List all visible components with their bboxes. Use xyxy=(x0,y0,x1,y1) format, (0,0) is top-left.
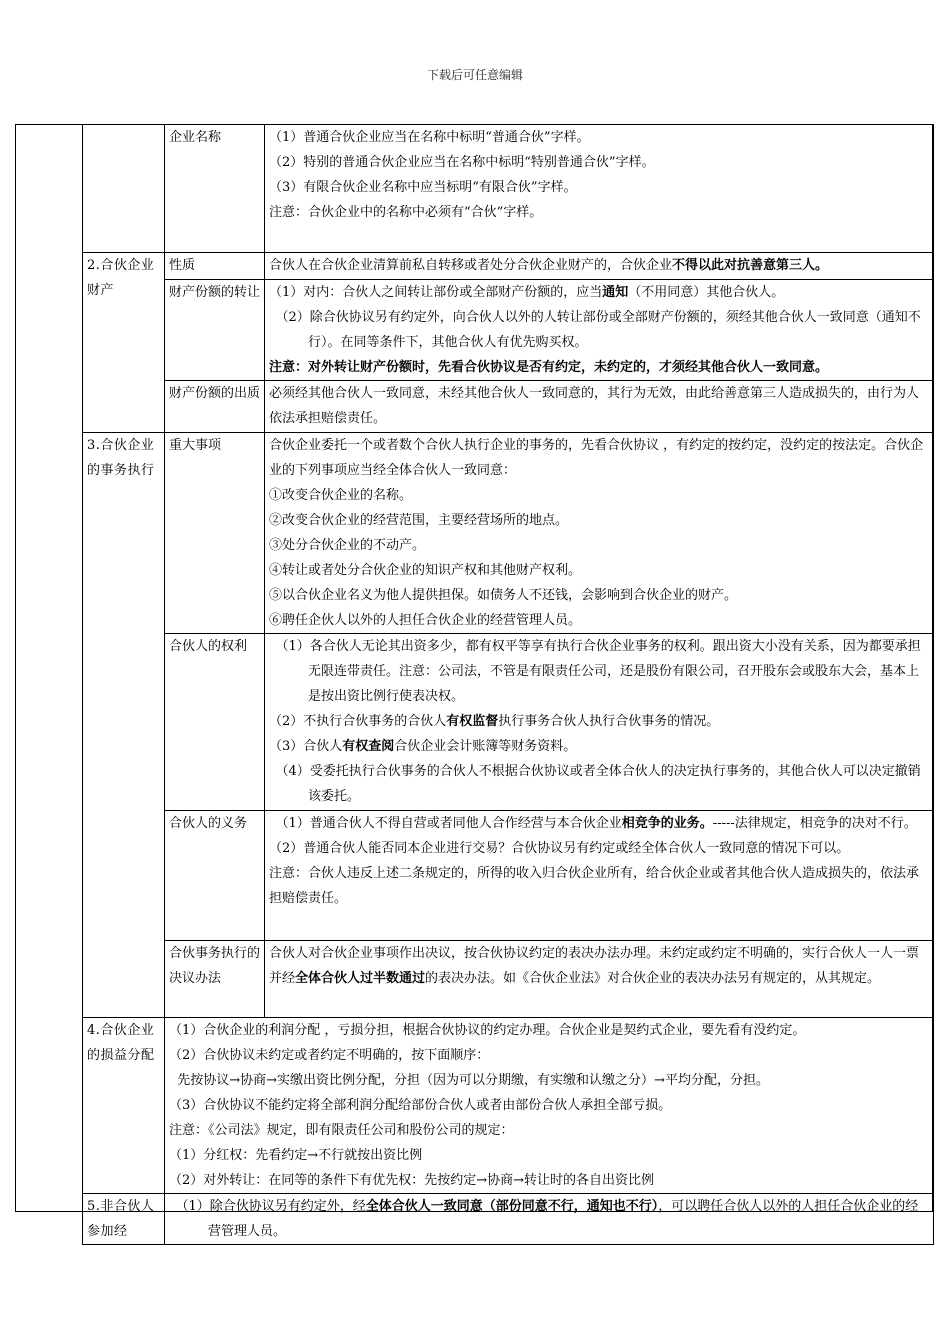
sub-label-pledge: 财产份额的出质 xyxy=(165,381,265,433)
table-row xyxy=(83,253,934,280)
text-line: （3）合伙协议不能约定将全部利润分配给部份合伙人或者由部份合伙人承担全部亏损。 xyxy=(169,1098,672,1113)
list-item: ⑤以合伙企业名义为他人提供担保。如债务人不还钱，会影响到合伙企业的财产。 xyxy=(269,588,738,603)
section-title-2: 2.合伙企业财产 xyxy=(83,253,165,433)
text-span: （1）普通合伙人不得自营或者同他人合作经营与本合伙企业 xyxy=(275,816,622,831)
text-line: 注意：《公司法》规定，即有限责任公司和股份公司的规定： xyxy=(169,1123,514,1138)
text-line: 先按协议→协商→实缴出资比例分配，分担（因为可以分期缴，有实缴和认缴之分）→平均分配，分担。 xyxy=(169,1073,769,1088)
bold-text: 全体合伙人一致同意（部份同意不行，通知也不行） xyxy=(365,1199,659,1214)
page-header: 下载后可任意编辑 xyxy=(426,68,523,82)
table-row xyxy=(83,941,934,1018)
table-row xyxy=(83,1018,934,1194)
text-line: （2）普通合伙人能否同本企业进行交易？合伙协议另有约定或经全体合伙人一致同意的情况下可以。 xyxy=(269,841,850,856)
text-line: （1）各合伙人无论其出资多少，都有权平等享有执行合伙企业事务的权利。跟出资大小没有关系，因为都要承担无限连带责任。注意：公司法，不管是有限责任公司，还是股份有限公司，召开股东会或股东大会，基本上是按出资比例行使表决权。 xyxy=(275,639,921,704)
content-cell-rights xyxy=(265,634,934,811)
text-line: （2）特别的普通合伙企业应当在名称中标明“特别普通合伙”字样。 xyxy=(269,155,655,170)
section-title-4: 4.合伙企业的损益分配 xyxy=(83,1018,165,1194)
text-line xyxy=(169,1194,929,1244)
text-span: -----法律规定，相竞争的决对不行。 xyxy=(712,816,917,831)
list-item: ①改变合伙企业的名称。 xyxy=(269,488,413,503)
text-line xyxy=(269,280,929,305)
text-span: （1）对内：合伙人之间转让部份或全部财产份额的，应当 xyxy=(269,285,603,300)
text-span: 合伙人对合伙企业事项作出决议，按合伙协议约定的表决办法办理。未约定或约定不明确的，实行合伙人一人一票并经 xyxy=(269,946,920,986)
section-cell-empty xyxy=(83,125,165,253)
sub-label-transfer: 财产份额的转让 xyxy=(165,280,265,381)
bold-text: 相竞争的业务。 xyxy=(621,816,713,831)
bold-text: 有权查阅 xyxy=(342,739,395,754)
sub-label-major: 重大事项 xyxy=(165,433,265,634)
bold-text: 有权监督 xyxy=(446,714,499,729)
text-line: （2）除合伙协议另有约定外，向合伙人以外的人转让部份或全部财产份额的，须经其他合伙人一致同意（通知不行）。在同等条件下，其他合伙人有优先购买权。 xyxy=(275,310,921,350)
text-line: （3）有限合伙企业名称中应当标明“有限合伙”字样。 xyxy=(269,180,577,195)
content-cell-s5 xyxy=(165,1194,934,1245)
table-row xyxy=(83,125,934,253)
text-line: （2）对外转让：在同等的条件下有优先权：先按约定→协商→转让时的各自出资比例 xyxy=(169,1173,655,1188)
table-row xyxy=(83,634,934,811)
sub-label-duties: 合伙人的义务 xyxy=(165,811,265,941)
table-row xyxy=(83,433,934,634)
text-span: ，可以聘任合伙人以外的人担任合伙企业的经营管理人员。 xyxy=(208,1199,919,1239)
text-line xyxy=(269,811,929,836)
text-line: （2）合伙协议未约定或者约定不明确的，按下面顺序： xyxy=(169,1048,490,1063)
table-row xyxy=(83,280,934,381)
bold-text: 全体合伙人过半数通过 xyxy=(295,971,426,986)
text-span: 合伙人在合伙企业清算前私自转移或者处分合伙企业财产的，合伙企业 xyxy=(269,258,673,273)
table-row xyxy=(83,1194,934,1245)
text-span: （3）合伙人 xyxy=(269,739,343,754)
content-cell-major xyxy=(265,433,934,634)
content-cell-transfer xyxy=(265,280,934,381)
sub-label-name: 企业名称 xyxy=(165,125,265,253)
text-line: （1）合伙企业的利润分配 ，亏损分担，根据合伙协议的约定办理。合伙企业是契约式企业，要先看有没约定。 xyxy=(169,1023,806,1038)
bold-text: 通知 xyxy=(602,285,629,300)
list-item: ⑥聘任企伙人以外的人担任合伙企业的经营管理人员。 xyxy=(269,613,582,628)
content-cell-s4 xyxy=(165,1018,934,1194)
list-item: ③处分合伙企业的不动产。 xyxy=(269,538,426,553)
content-cell-duties xyxy=(265,811,934,941)
law-table xyxy=(82,124,934,1245)
table-row xyxy=(83,811,934,941)
text-span: （1）除合伙协议另有约定外，经 xyxy=(175,1199,366,1214)
content-cell-voting xyxy=(265,941,934,1018)
section-title-5: 5.非合伙人参加经 xyxy=(83,1194,165,1245)
list-item: ④转让或者处分合伙企业的知识产权和其他财产权利。 xyxy=(269,563,582,578)
note-line: 注意：合伙人违反上述二条规定的，所得的收入归合伙企业所有，给合伙企业或者其他合伙人造成损失的，依法承担赔偿责任。 xyxy=(269,866,920,906)
note-line: 注意：对外转让财产份额时，先看合伙协议是否有约定，未约定的，才须经其他合伙人一致同意。 xyxy=(269,360,829,375)
text-line: （1）分红权：先看约定→不行就按出资比例 xyxy=(169,1148,423,1163)
content-cell-pledge: 必须经其他合伙人一致同意，未经其他合伙人一致同意的，其行为无效，由此给善意第三人造成损失的，由行为人依法承担赔偿责任。 xyxy=(265,381,934,433)
text-span: 合伙企业会计账簿等财务资料。 xyxy=(394,739,577,754)
text-line: （4）受委托执行合伙事务的合伙人不根据合伙协议或者全体合伙人的决定执行事务的，其他合伙人可以决定撤销该委托。 xyxy=(275,764,921,804)
text-line: 合伙企业委托一个或者数个合伙人执行企业的事务的，先看合伙协议 ，有约定的按约定，没约定的按法定。合伙企业的下列事项应当经全体合伙人一致同意： xyxy=(269,438,924,478)
text-span: 的表决办法。如《合伙企业法》对合伙企业的表决办法另有规定的，从其规定。 xyxy=(425,971,881,986)
list-item: ②改变合伙企业的经营范围，主要经营场所的地点。 xyxy=(269,513,569,528)
text-line xyxy=(269,709,929,734)
bold-text: 不得以此对抗善意第三人。 xyxy=(672,258,829,273)
text-span: （不用同意）其他合伙人。 xyxy=(628,285,785,300)
text-span: （2）不执行合伙事务的合伙人 xyxy=(269,714,447,729)
content-cell-name xyxy=(265,125,934,253)
sub-label-rights: 合伙人的权利 xyxy=(165,634,265,811)
text-line xyxy=(269,734,929,759)
sub-label-nature: 性质 xyxy=(165,253,265,280)
section-title-3: 3.合伙企业的事务执行 xyxy=(83,433,165,1018)
sub-label-voting: 合伙事务执行的决议办法 xyxy=(165,941,265,1018)
table-row xyxy=(83,381,934,433)
content-cell-nature xyxy=(265,253,934,280)
text-line: 注意：合伙企业中的名称中必须有“合伙”字样。 xyxy=(269,205,543,220)
text-span: 执行事务合伙人执行合伙事务的情况。 xyxy=(498,714,720,729)
text-line: （1）普通合伙企业应当在名称中标明“普通合伙”字样。 xyxy=(269,130,590,145)
